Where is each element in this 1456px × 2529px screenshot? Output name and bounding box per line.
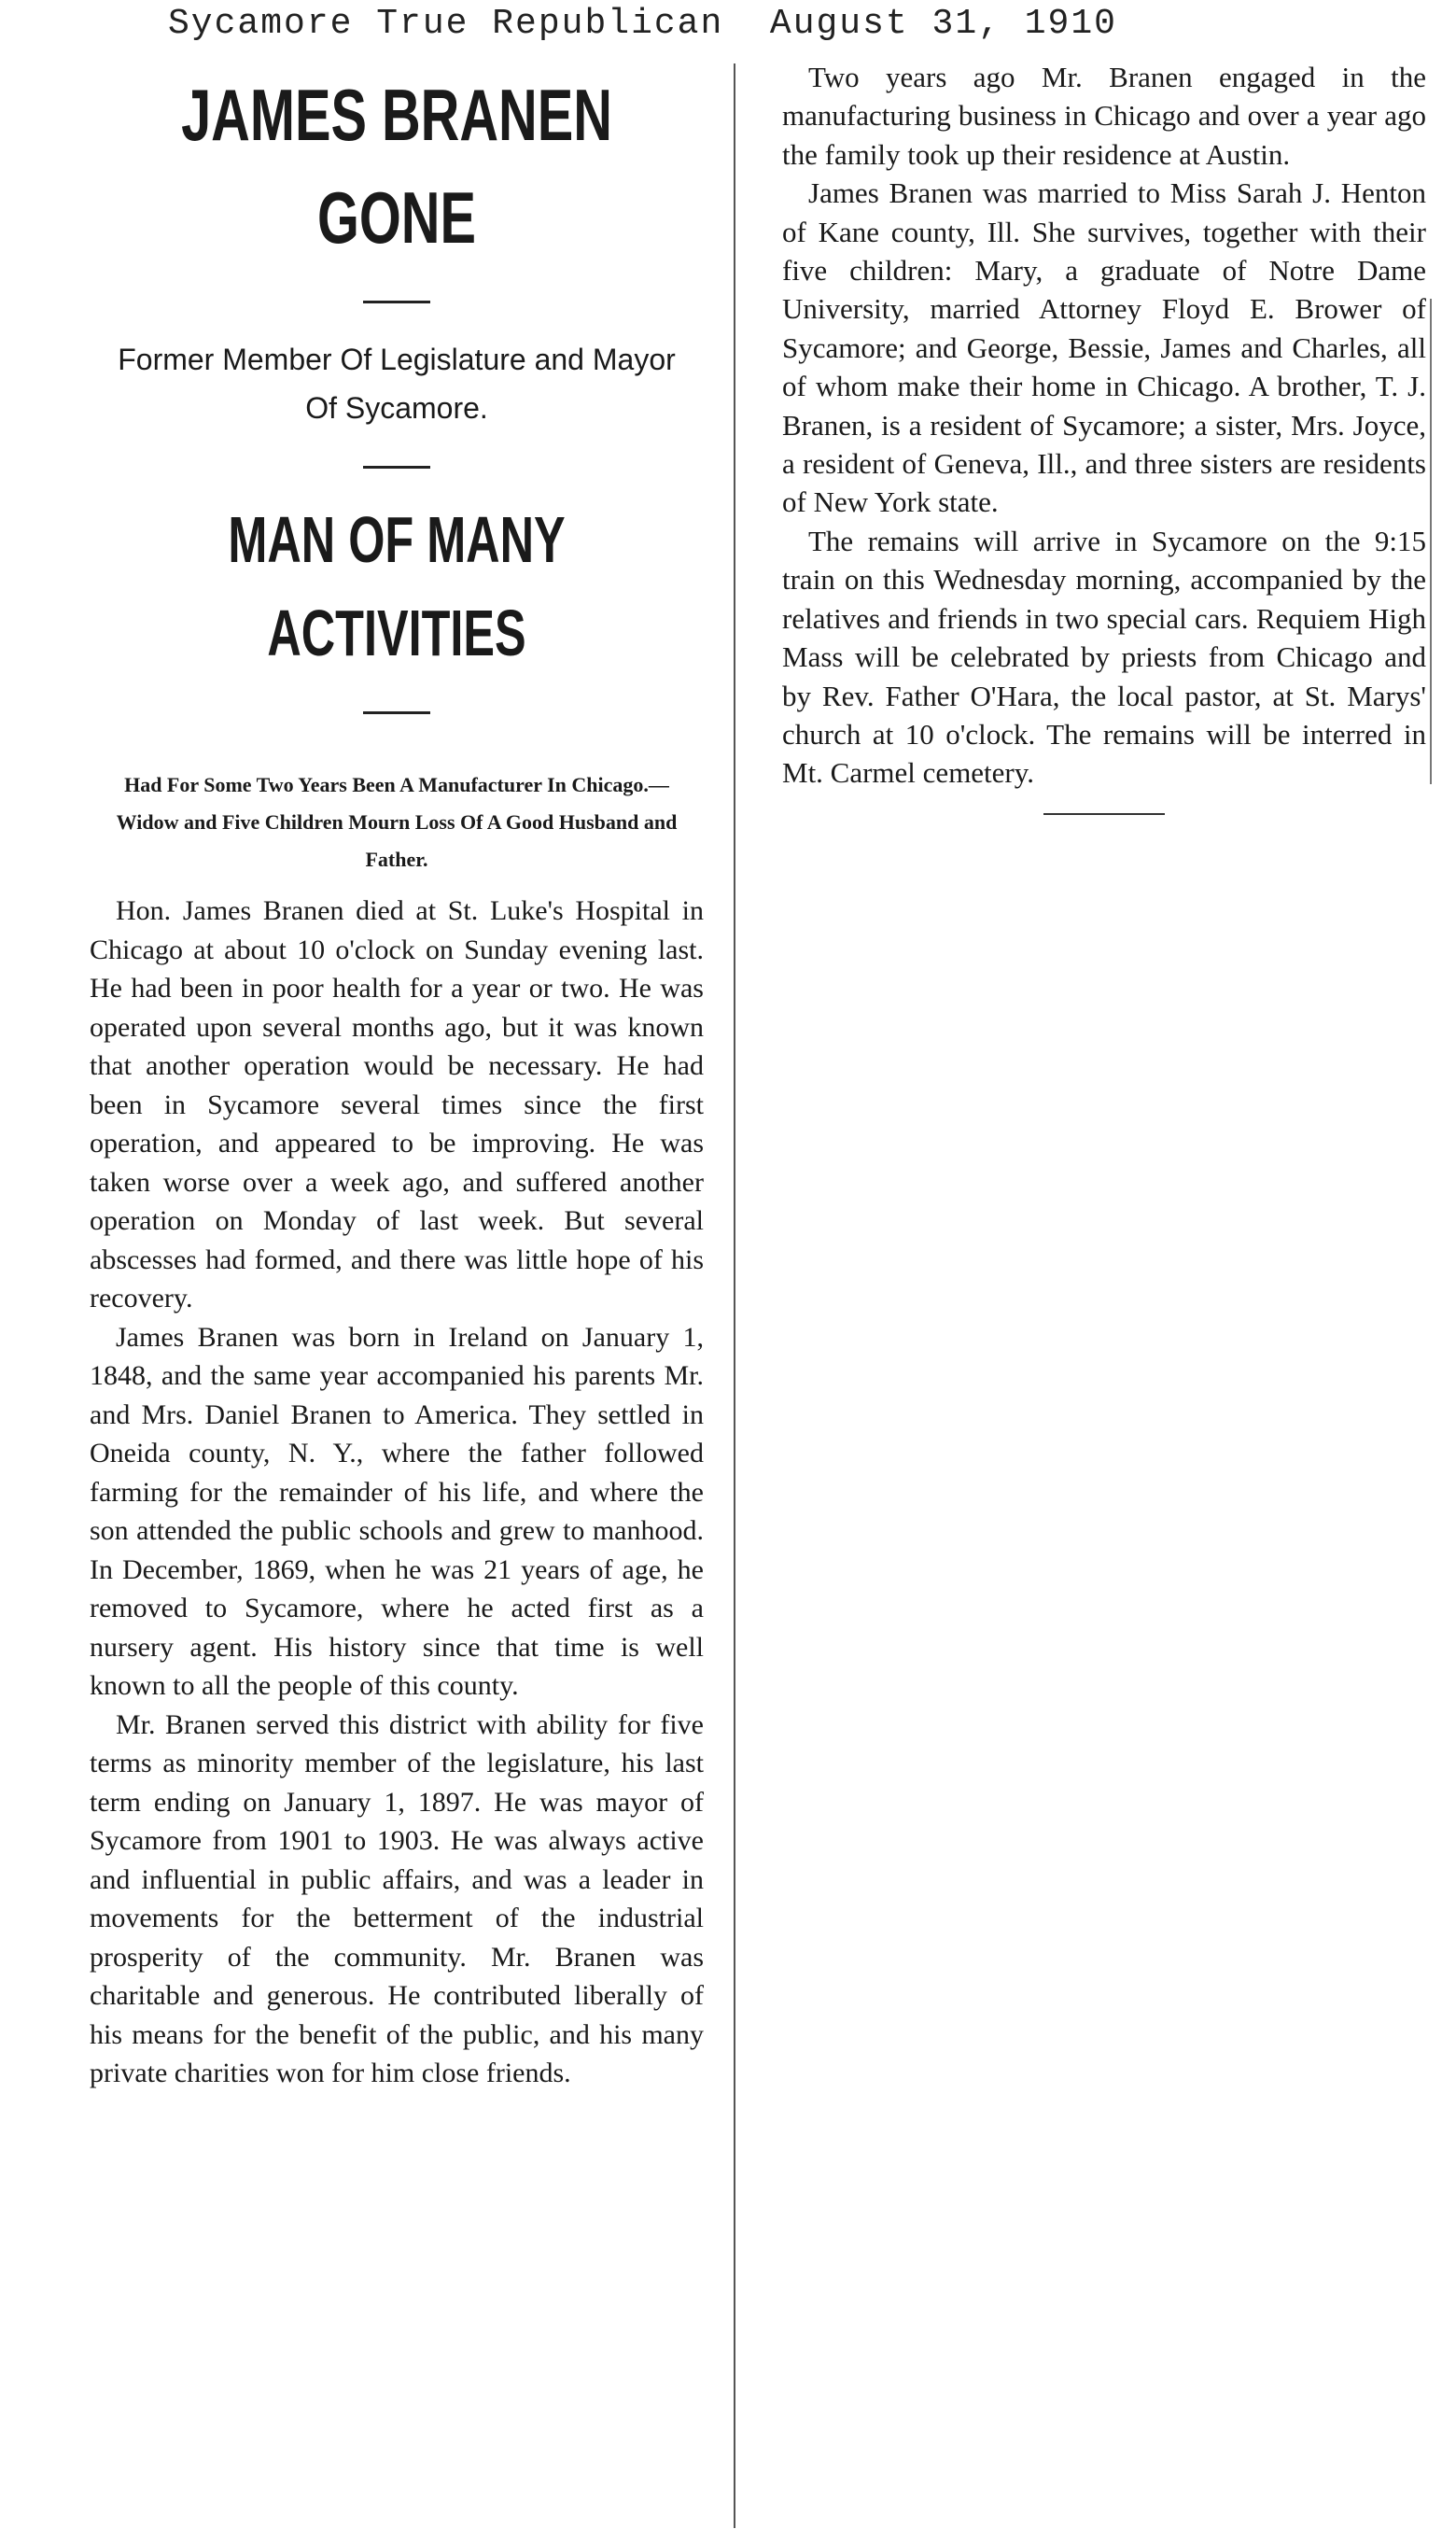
- right-column: [782, 58, 1426, 815]
- deck: Former Member Of Legislature and Mayor Of Sycamore.: [118, 343, 676, 425]
- paragraph: Two years ago Mr. Branen engaged in the manufacturing business in Chicago and over a year ago the family took up their residence at Austin.: [782, 61, 1426, 171]
- paragraph: Mr. Branen served this district with ability for five terms as minority member of the legislature, his last term ending on January 1, 1897. He was mayor of Sycamore from 1901 to 1903. He was always active and influential in public affairs, and was a leader in movements for the betterment of the industrial prosperity of the community. Mr. Branen was charitable and generous. He contributed liberally of his means for the benefit of the public, and his many private charities won for him close friends.: [90, 1708, 704, 2088]
- headline-2: MAN OF MANY ACTIVITIES: [228, 503, 566, 669]
- masthead: Sycamore True Republican August 31, 1910: [168, 4, 1117, 44]
- subhead-rule: [363, 711, 430, 714]
- headline: JAMES BRANEN GONE: [181, 74, 612, 259]
- headline-rule: [363, 301, 430, 303]
- paragraph: The remains will arrive in Sycamore on the 9:15 train on this Wednesday morning, accompanied by the relatives and friends in two special cars. Requiem High Mass will be celebrated by priests from Chicago and by Rev. Father O'Hara, the local pastor, at St. Marys' church at 10 o'clock. The remains will be interred in Mt. Carmel cemetery.: [782, 524, 1426, 790]
- column-divider: [734, 63, 735, 2528]
- end-rule: [1043, 813, 1165, 815]
- paragraph: James Branen was married to Miss Sarah J. Henton of Kane county, Ill. She survives, together with their five children: Mary, a graduate of Notre Dame University, married Attorney Floyd E. Brower of Sycamore; and George, Bessie, James and Charles, all of whom make their home in Chicago. A brother, T. J. Branen, is a resident of Sycamore; a sister, Mrs. Joyce, a resident of Geneva, Ill., and three sisters are residents of New York state.: [782, 176, 1426, 519]
- left-column: [90, 58, 704, 2093]
- right-border-rule: [1430, 299, 1432, 784]
- subdeck: Had For Some Two Years Been A Manufacturer In Chicago.—Widow and Five Children Mourn Loss Of A Good Husband and Father.: [116, 773, 678, 871]
- paragraph: Hon. James Branen died at St. Luke's Hospital in Chicago at about 10 o'clock on Sunday evening last. He had been in poor health for a year or two. He was operated upon several months ago, but it was known that another operation would be necessary. He had been in Sycamore several times since the first operation, and appeared to be improving. He was taken worse over a week ago, and suffered another operation on Monday of last week. But several abscesses had formed, and there was little hope of his recovery.: [90, 895, 704, 1314]
- deck-rule: [363, 466, 430, 469]
- paragraph: James Branen was born in Ireland on January 1, 1848, and the same year accompanied his parents Mr. and Mrs. Daniel Branen to America. They settled in Oneida county, N. Y., where the father followed farming for the remainder of his life, and where the son attended the public schools and grew to manhood. In December, 1869, when he was 21 years of age, he removed to Sycamore, where he acted first as a nursery agent. His history since that time is well known to all the people of this county.: [90, 1321, 704, 1701]
